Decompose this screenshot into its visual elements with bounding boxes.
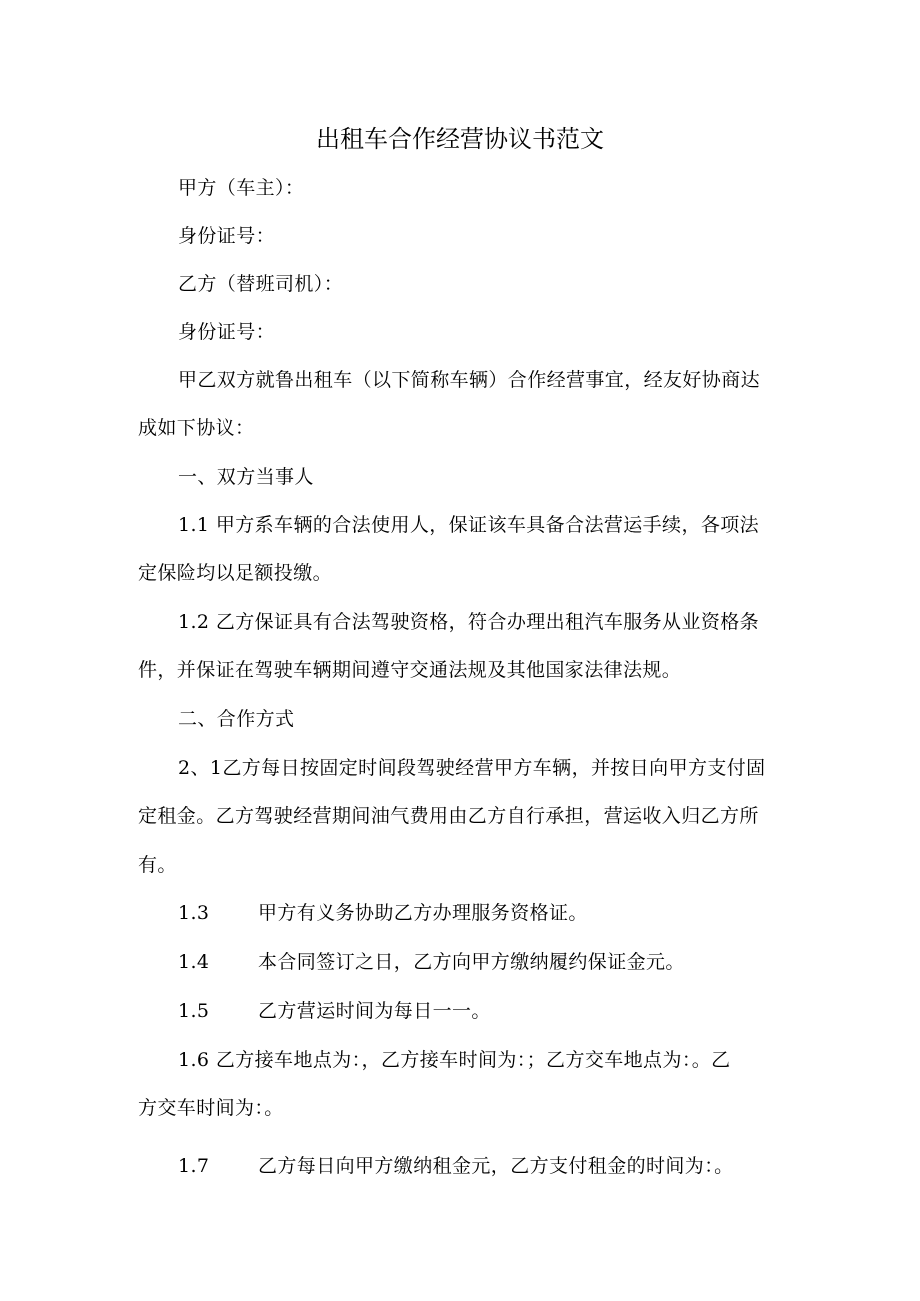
- clause-1-5-text: 乙方营运时间为每日一一。: [258, 1000, 491, 1022]
- party-b-id-label: 身份证号：: [178, 321, 276, 343]
- intro-paragraph-line-2: 成如下协议：: [138, 417, 255, 439]
- clause-1-4: [178, 948, 685, 976]
- clause-1-5-number: 1.5: [178, 1000, 210, 1022]
- clause-1-2-line-1: 1.2 乙方保证具有合法驾驶资格，符合办理出租汽车服务从业资格条: [178, 611, 760, 633]
- clause-1-6-line-2: 方交车时间为：。: [138, 1097, 284, 1119]
- clause-2-1-line-3: 有。: [138, 854, 177, 876]
- clause-2-1-line-2: 定租金。乙方驾驶经营期间油气费用由乙方自行承担，营运收入归乙方所: [138, 805, 759, 827]
- clause-1-6-line-1: 1.6 乙方接车地点为：，乙方接车时间为：；乙方交车地点为：。乙: [178, 1049, 731, 1071]
- party-a-label: 甲方（车主）：: [178, 177, 305, 199]
- clause-1-5: [178, 997, 491, 1025]
- clause-1-1-line-2: 定保险均以足额投缴。: [138, 562, 333, 584]
- clause-1-1-line-1: 1.1 甲方系车辆的合法使用人，保证该车具备合法营运手续，各项法: [178, 514, 760, 536]
- clause-1-2-line-2: 件，并保证在驾驶车辆期间遵守交通法规及其他国家法律法规。: [138, 659, 682, 681]
- clause-2-1-line-1: 2、1乙方每日按固定时间段驾驶经营甲方车辆，并按日向甲方支付固: [178, 757, 766, 779]
- clause-1-3-number: 1.3: [178, 902, 210, 924]
- clause-1-4-text: 本合同签订之日，乙方向甲方缴纳履约保证金元。: [258, 951, 685, 973]
- clause-1-3-text: 甲方有义务协助乙方办理服务资格证。: [258, 902, 588, 924]
- intro-paragraph-line-1: 甲乙双方就鲁出租车（以下简称车辆）合作经营事宜，经友好协商达: [178, 369, 761, 391]
- section-2-heading: 二、合作方式: [178, 708, 295, 730]
- section-1-heading: 一、双方当事人: [178, 466, 314, 488]
- clause-1-3: [178, 899, 588, 927]
- party-a-id-label: 身份证号：: [178, 225, 276, 247]
- document-title: 出租车合作经营协议书范文: [316, 125, 604, 153]
- clause-1-7-number: 1.7: [178, 1155, 210, 1177]
- clause-1-4-number: 1.4: [178, 951, 210, 973]
- clause-1-7: [178, 1152, 734, 1180]
- party-b-label: 乙方（替班司机）：: [178, 273, 344, 295]
- clause-1-7-text: 乙方每日向甲方缴纳租金元，乙方支付租金的时间为：。: [258, 1155, 734, 1177]
